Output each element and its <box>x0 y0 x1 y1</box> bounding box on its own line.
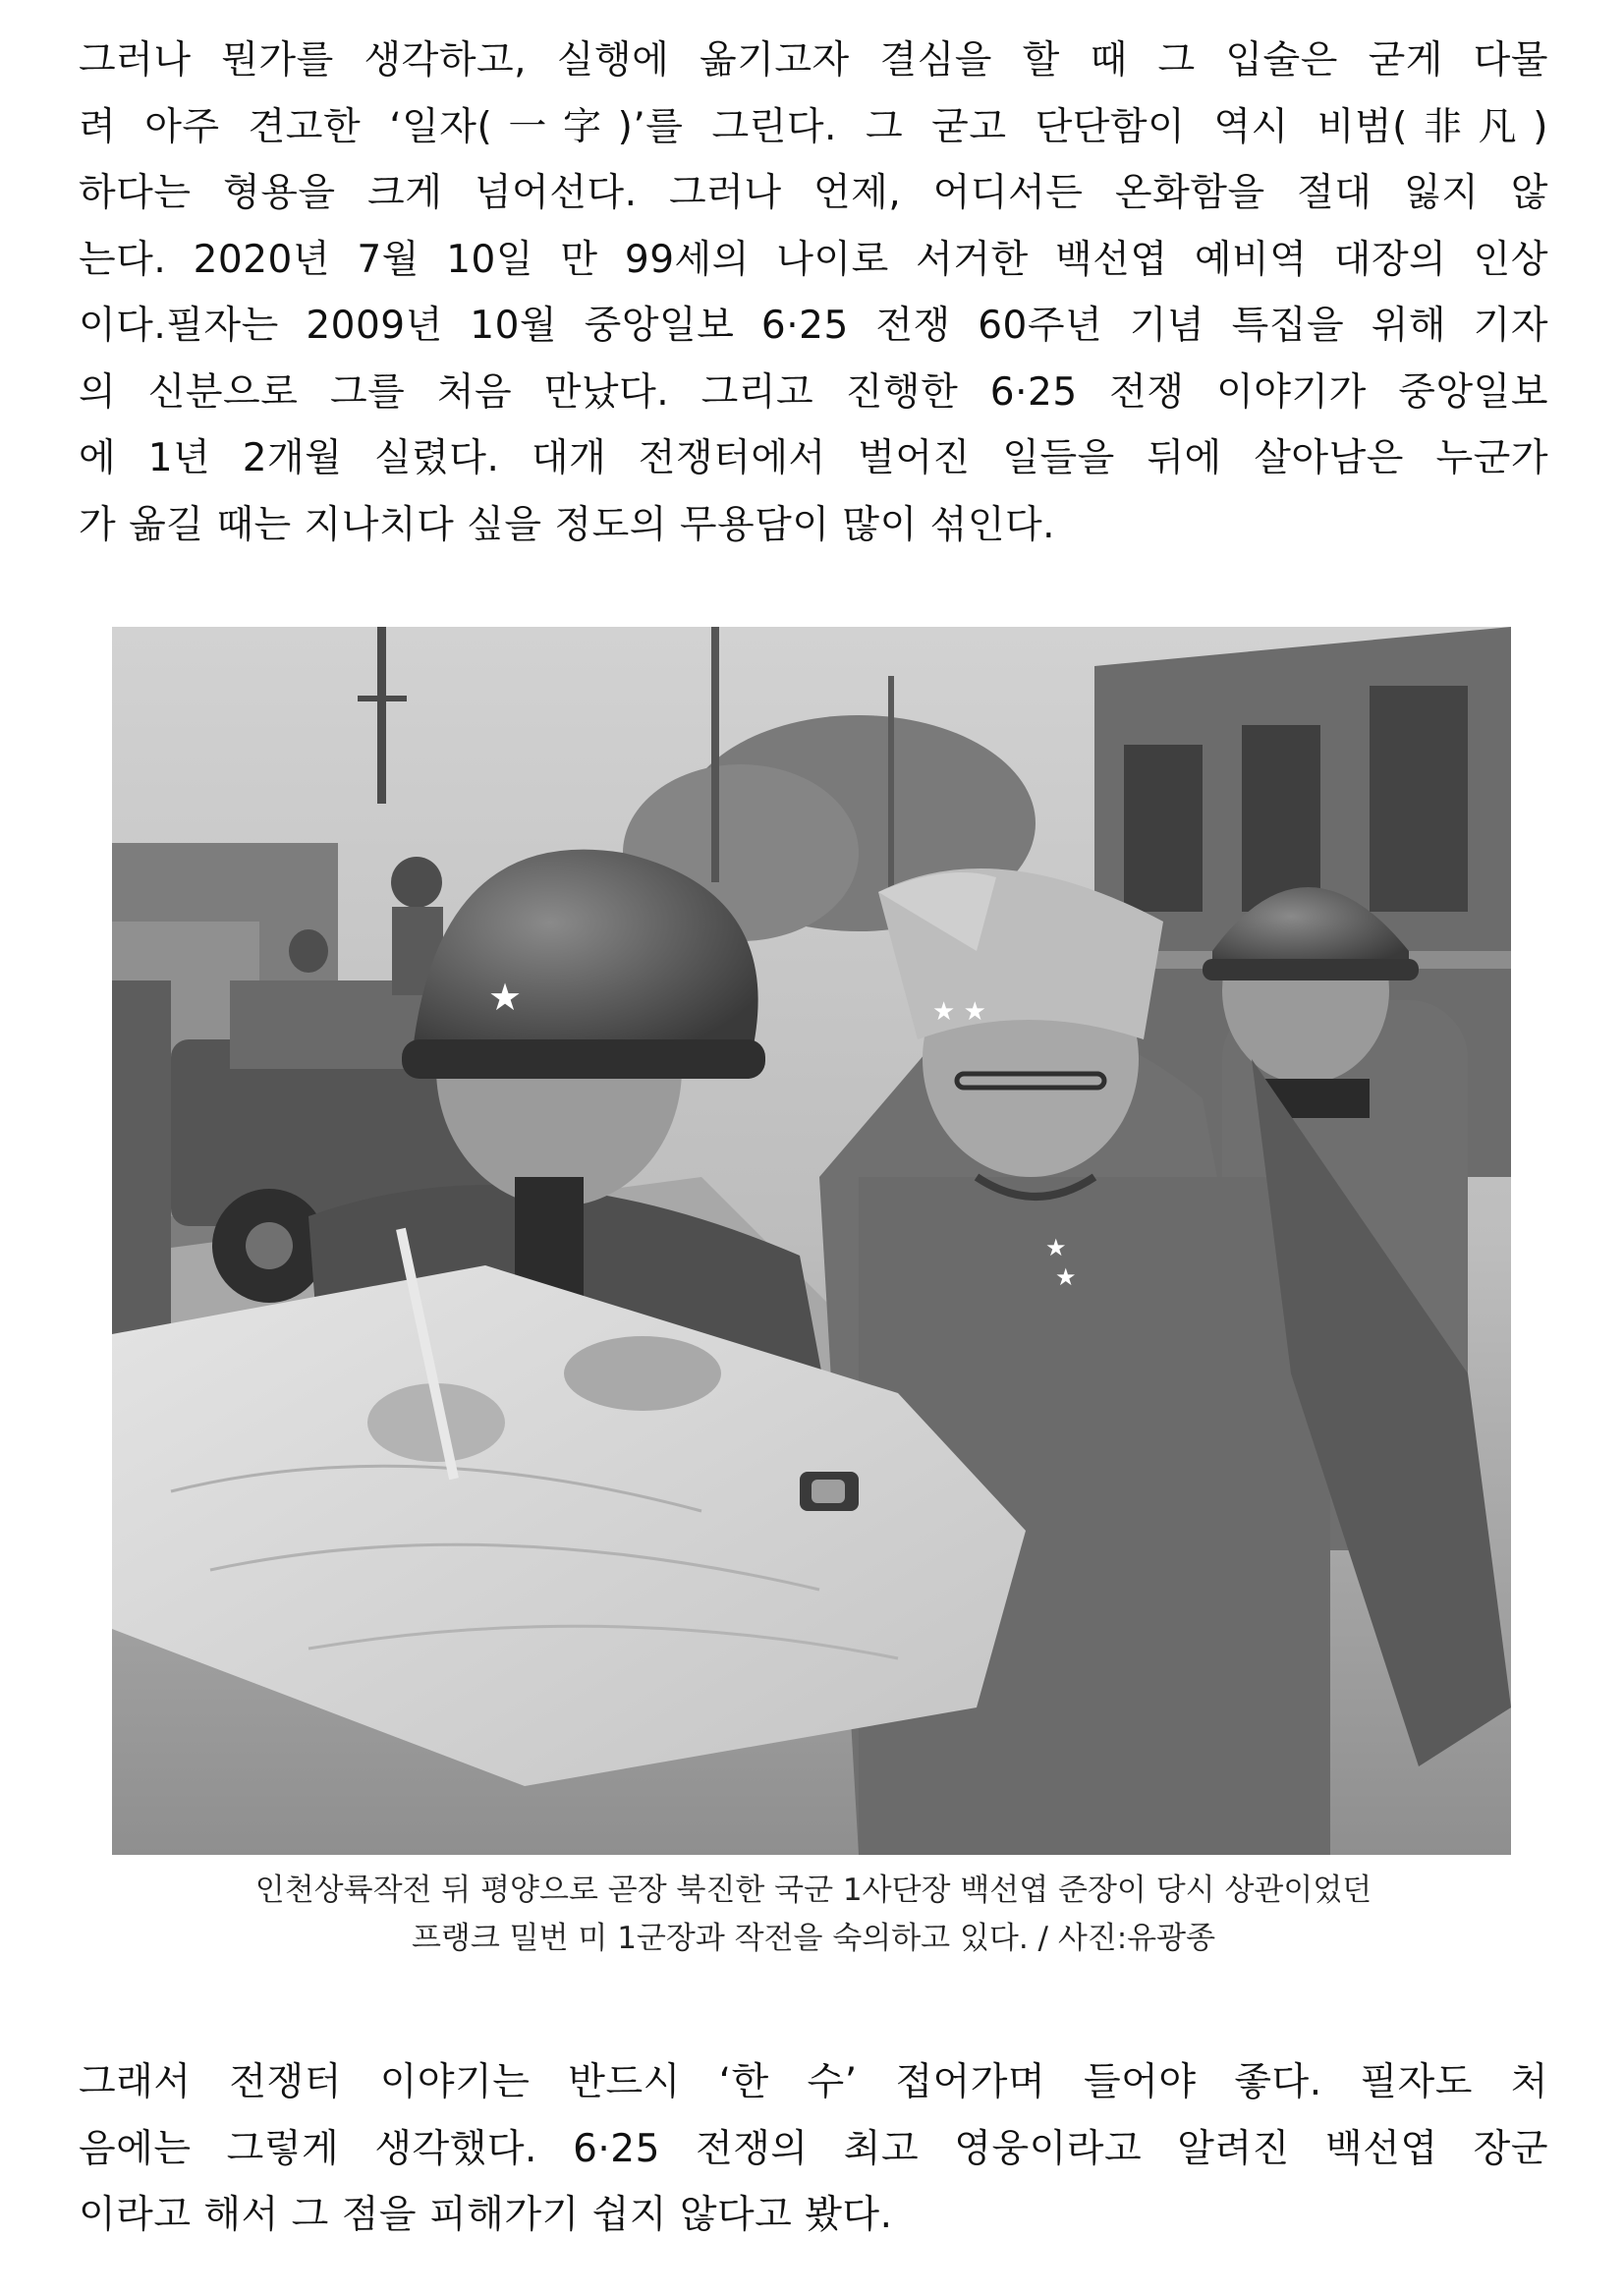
paragraph-line: 의 신분으로 그를 처음 만났다. 그리고 진행한 6·25 전쟁 이야기가 중앙일보 <box>79 369 1548 415</box>
caption-line: 인천상륙작전 뒤 평양으로 곧장 북진한 국군 1사단장 백선엽 준장이 당시 상관이었던 <box>254 1873 1372 1908</box>
paragraph-line: 에 1년 2개월 실렸다. 대개 전쟁터에서 벌어진 일들을 뒤에 살아남은 누군가 <box>79 436 1548 480</box>
paragraph-line: 그러나 뭔가를 생각하고, 실행에 옮기고자 결심을 할 때 그 입술은 굳게 다물 <box>79 38 1548 83</box>
historical-photo <box>112 627 1511 1855</box>
svg-text:★: ★ <box>1055 1263 1077 1291</box>
paragraph-line: 이라고 해서 그 점을 피해가기 쉽지 않다고 봤다. <box>79 2193 893 2237</box>
paragraph-line: 가 옮길 때는 지나치다 싶을 정도의 무용담이 많이 섞인다. <box>79 502 1056 547</box>
paragraph-top <box>79 28 1548 558</box>
paragraph-line: 려 아주 견고한 ‘일자(一字)’를 그린다. 그 굳고 단단함이 역시 비범(非凡) <box>79 104 1548 149</box>
paragraph-line: 음에는 그렇게 생각했다. 6·25 전쟁의 최고 영웅이라고 알려진 백선엽 장군 <box>79 2126 1548 2171</box>
historical-photo-illustration <box>112 627 1511 1855</box>
paragraph-bottom <box>79 2049 1548 2249</box>
paragraph-line: 이다.필자는 2009년 10월 중앙일보 6·25 전쟁 60주년 기념 특집을 위해 기자 <box>79 304 1548 348</box>
paragraph-line: 하다는 형용을 크게 넘어선다. 그러나 언제, 어디서든 온화함을 절대 잃지 않 <box>79 171 1548 215</box>
caption-line: 프랭크 밀번 미 1군장과 작전을 숙의하고 있다. / 사진:유광종 <box>411 1921 1216 1956</box>
svg-text:★: ★ <box>1045 1234 1067 1261</box>
photo-caption <box>79 1867 1548 1963</box>
paragraph-line: 그래서 전쟁터 이야기는 반드시 ‘한 수’ 접어가며 들어야 좋다. 필자도 처 <box>79 2060 1548 2104</box>
paragraph-line: 는다. 2020년 7월 10일 만 99세의 나이로 서거한 백선엽 예비역 대장의 인상 <box>79 237 1548 282</box>
svg-text:★: ★ <box>488 976 523 1019</box>
svg-text:★ ★: ★ ★ <box>932 997 986 1027</box>
